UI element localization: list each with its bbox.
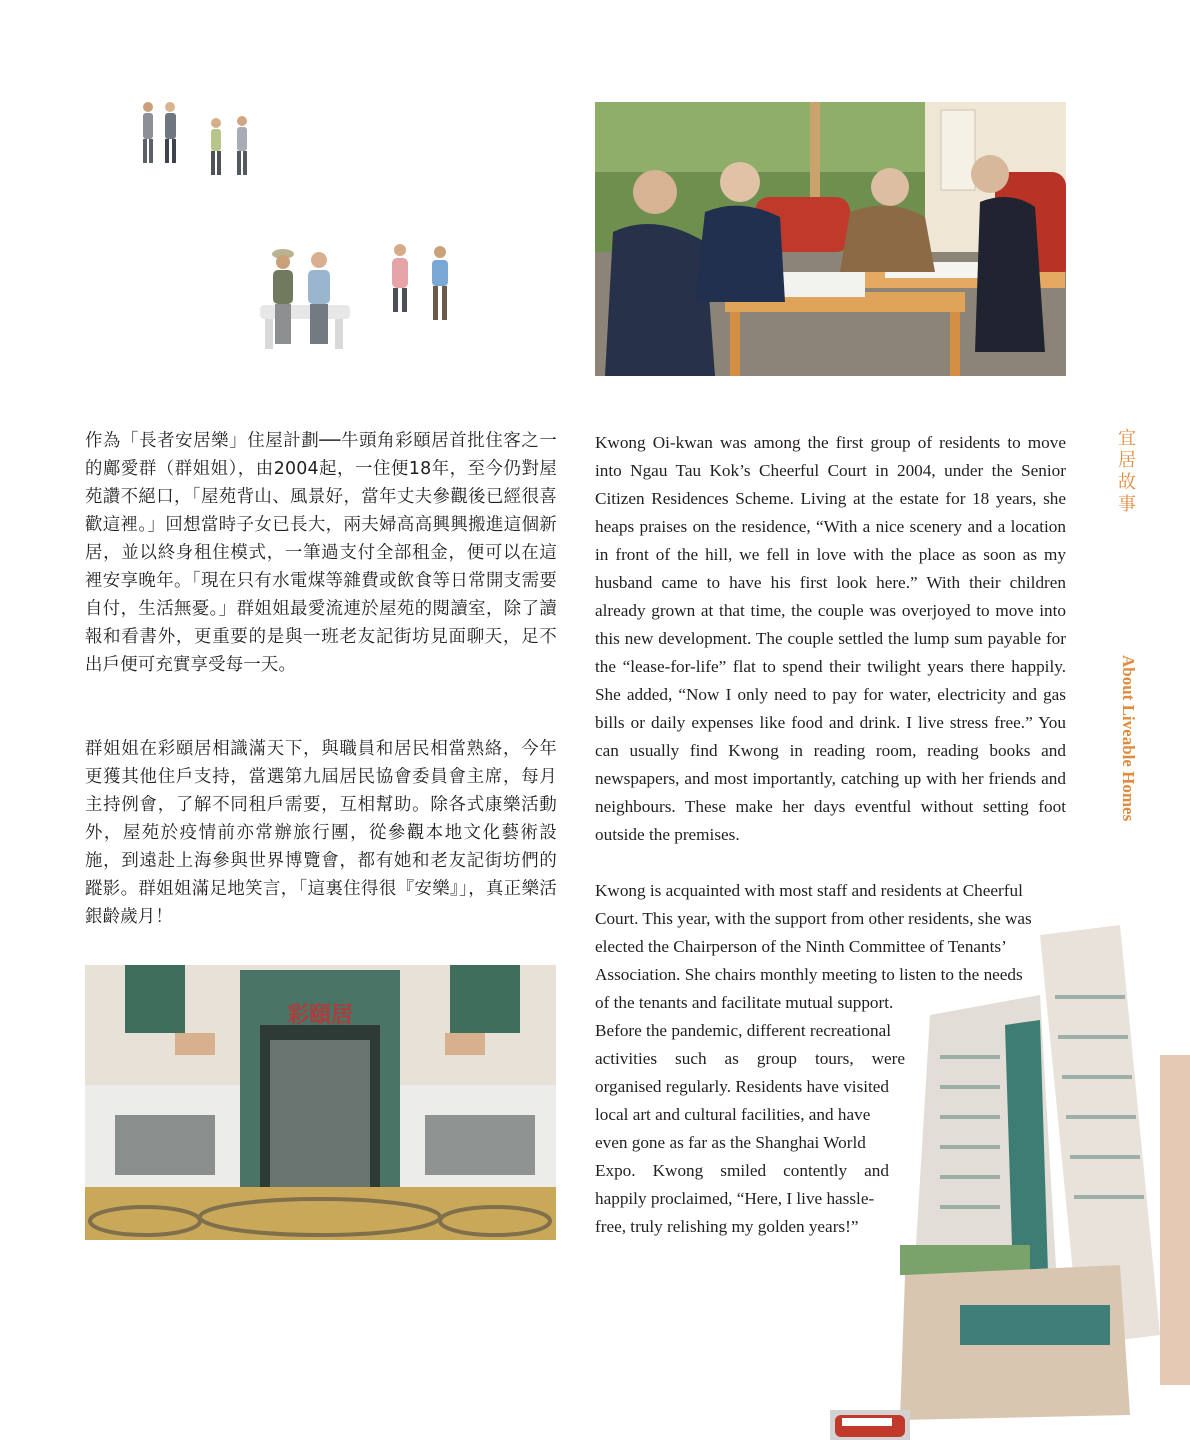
zh-paragraph-1 bbox=[85, 427, 557, 679]
en-paragraph-2-line: free, truly relishing my golden years!” bbox=[595, 1217, 859, 1236]
figure-woman-pink bbox=[392, 244, 408, 312]
en-paragraph-1-text: Kwong Oi-kwan was among the first group of residents to move into Ngau Tau Kok’s Cheerful Court in 2004, under the Senior Citizen Residences Scheme. Living at the estate for 18 years, she heaps praises on the residence, “With a nice scenery and a location in front of the hill, we fell in love with the place as soon as my husband came to have his first look here.” With their children already grown at that time, the couple was overjoyed to move into this new development. The couple settled the lump sum payable for the “lease-for-life” flat to spend their twilight years there happily. She added, “Now I only need to pay for water, electricity and gas bills or daily expenses like food and drink. I live stress free.” You can usually find Kwong in reading room, reading books and newspapers, and most importantly, catching up with her friends and neighbours. These make her days eventful without setting foot outside the premises. bbox=[595, 433, 1066, 844]
building-sign: 彩頤居 bbox=[286, 1003, 354, 1028]
en-paragraph-2-line: Kwong is acquainted with most staff and residents at Cheerful bbox=[595, 881, 1023, 900]
figure-standing-1 bbox=[211, 118, 221, 175]
en-paragraph-2-line: even gone as far as the Shanghai World bbox=[595, 1133, 866, 1152]
zh-paragraph-2 bbox=[85, 735, 557, 931]
en-paragraph-2-line: Association. She chairs monthly meeting to listen to the needs bbox=[595, 965, 1023, 984]
figure-walking-1 bbox=[143, 102, 153, 163]
figure-seated-man bbox=[272, 249, 294, 344]
figure-walking-2 bbox=[165, 102, 176, 163]
figure-seated-woman bbox=[308, 252, 330, 344]
en-paragraph-2-line: local art and cultural facilities, and have bbox=[595, 1105, 871, 1124]
sidebar-zh-label: 宜居故事 bbox=[1115, 428, 1136, 516]
en-paragraph-2-line: of the tenants and facilitate mutual support. bbox=[595, 993, 894, 1012]
elderly-seated-illustration bbox=[255, 240, 465, 360]
en-paragraph-2-line: Before the pandemic, different recreational bbox=[595, 1021, 892, 1040]
en-paragraph-2-line: Court. This year, with the support from other residents, she was bbox=[595, 909, 1032, 928]
en-paragraph-2-line: organised regularly. Residents have visited bbox=[595, 1077, 890, 1096]
cheerful-court-entrance-photo bbox=[85, 965, 556, 1240]
en-paragraph-1 bbox=[595, 429, 1066, 849]
en-paragraph-2-line: activities such as group tours, were bbox=[595, 1049, 905, 1068]
zh-paragraph-1-text: 作為「長者安居樂」住屋計劃──牛頭角彩頤居首批住客之一的鄺愛群（群姐姐），由2004起，一住便18年，至今仍對屋苑讚不絕口，「屋苑背山、風景好，當年丈夫參觀後已經很喜歡這裡。」回想當時子女已長大，兩夫婦高高興興搬進這個新居，並以終身租住模式，一筆過支付全部租金，便可以在這裡安享晚年。「現在只有水電煤等雜費或飲食等日常開支需要自付，生活無憂。」群姐姐最愛流連於屋苑的閱讀室，除了讀報和看書外，更重要的是與一班老友記街坊見面聊天，足不出戶便可充實享受每一天。 bbox=[85, 431, 557, 675]
en-paragraph-2-line: happily proclaimed, “Here, I live hassle- bbox=[595, 1189, 875, 1208]
residential-tower-photo bbox=[830, 915, 1190, 1440]
zh-paragraph-2-text: 群姐姐在彩頤居相識滿天下，與職員和居民相當熟絡，今年更獲其他住戶支持，當選第九屆居民協會委員會主席，每月主持例會，了解不同租戶需要，互相幫助。除各式康樂活動外，屋苑於疫情前亦常辦旅行團，從參觀本地文化藝術設施，到遠赴上海參與世界博覽會，都有她和老友記街坊們的蹤影。群姐姐滿足地笑言，「這裏住得很『安樂』」，真正樂活銀齡歲月！ bbox=[85, 739, 557, 927]
residents-reading-photo bbox=[595, 102, 1066, 376]
figure-standing-2 bbox=[237, 116, 247, 175]
en-paragraph-2-line: Expo. Kwong smiled contently and bbox=[595, 1161, 889, 1180]
figure-woman-blue bbox=[432, 246, 448, 320]
elderly-walking-illustration bbox=[130, 95, 270, 185]
en-paragraph-2-line: elected the Chairperson of the Ninth Committee of Tenants’ bbox=[595, 937, 1007, 956]
sidebar-en-label: About Liveable Homes bbox=[1119, 655, 1138, 822]
